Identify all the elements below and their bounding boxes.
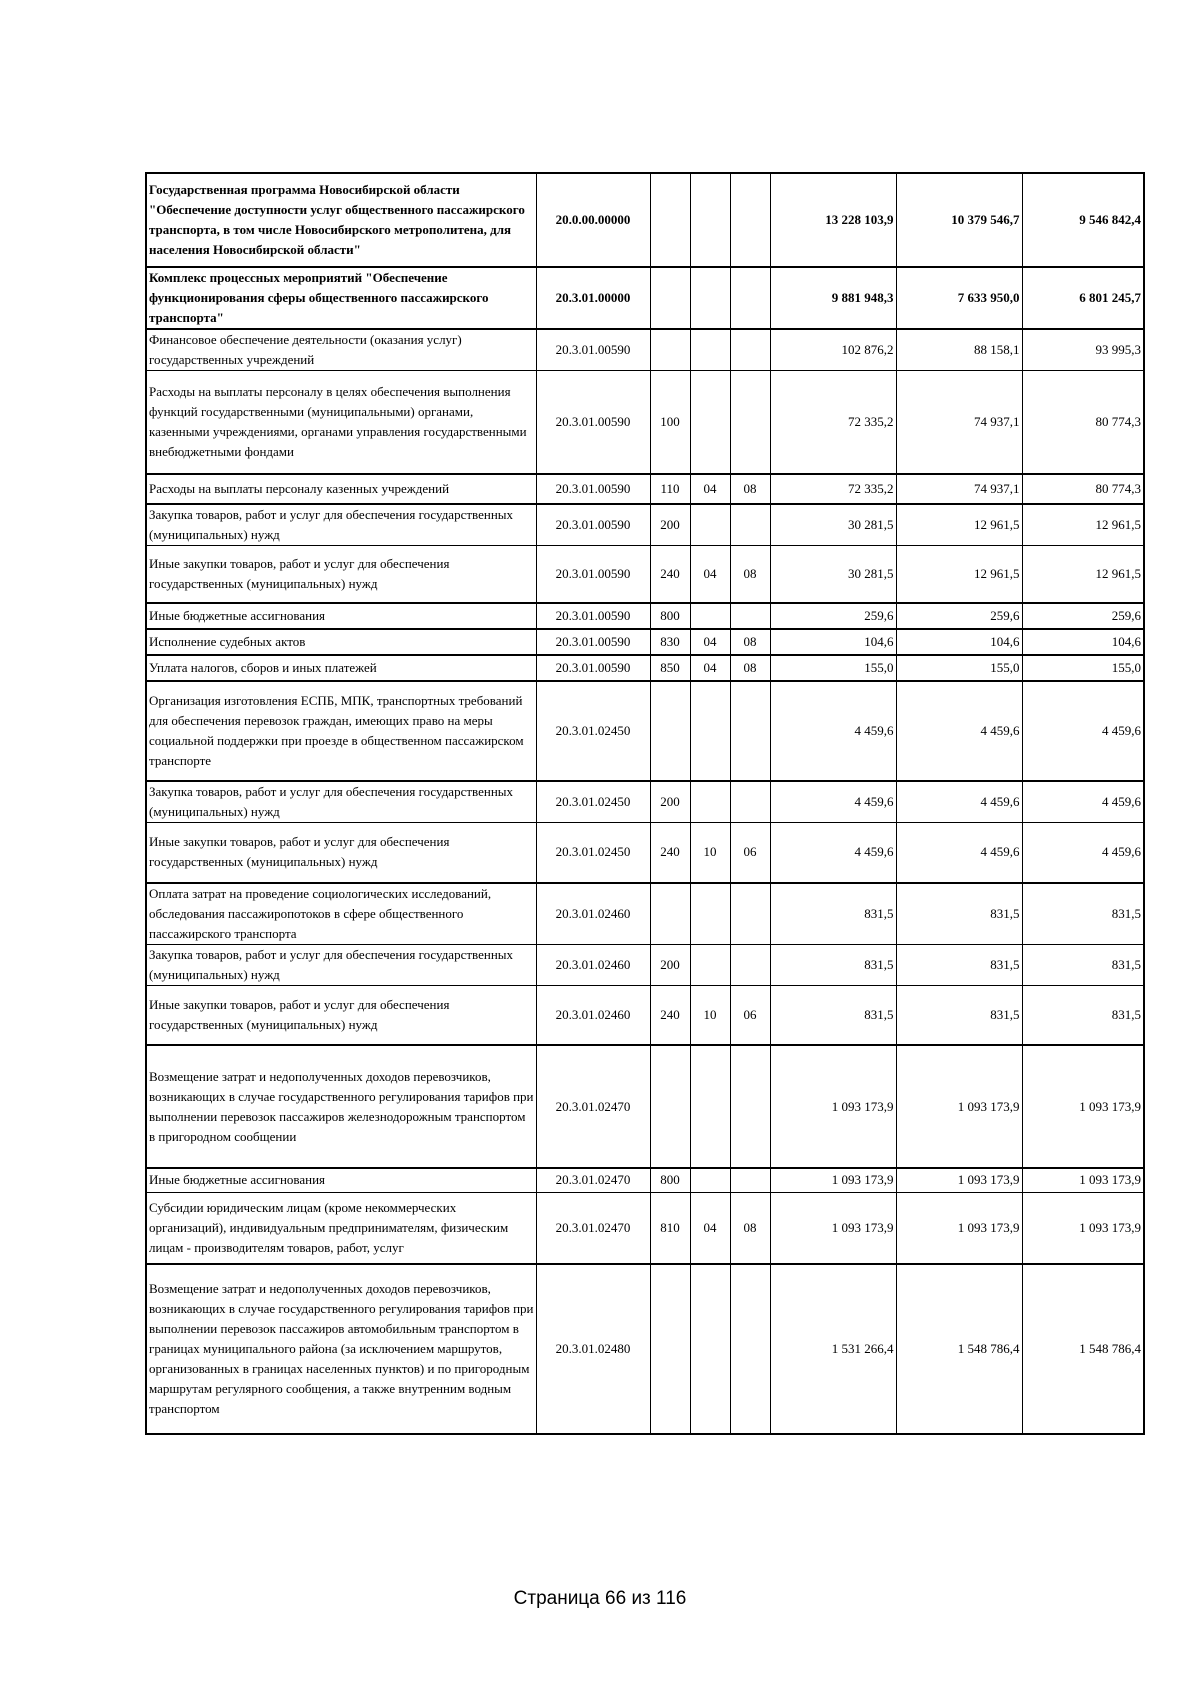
row-vr-cell: 800 <box>650 1168 690 1192</box>
row-year1-value: 4 459,6 <box>770 681 896 781</box>
row-year1-value: 1 093 173,9 <box>770 1192 896 1264</box>
row-vr-cell: 240 <box>650 823 690 883</box>
row-name-cell: Субсидии юридическим лицам (кроме некоммерческих организаций), индивидуальным предпринимателям, физическим лицам - производителям товаров, работ, услуг <box>146 1192 536 1264</box>
row-name-cell: Финансовое обеспечение деятельности (оказания услуг) государственных учреждений <box>146 329 536 371</box>
row-code-cell: 20.3.01.02480 <box>536 1264 650 1434</box>
row-year1-value: 1 093 173,9 <box>770 1045 896 1168</box>
row-rz-cell <box>690 173 730 267</box>
row-year1-value: 831,5 <box>770 985 896 1045</box>
row-year1-value: 104,6 <box>770 629 896 655</box>
row-code-cell: 20.3.01.00590 <box>536 474 650 504</box>
row-year1-value: 72 335,2 <box>770 371 896 474</box>
table-row <box>146 267 1144 329</box>
table-row <box>146 371 1144 474</box>
row-year1-value: 30 281,5 <box>770 504 896 546</box>
row-vr-cell <box>650 173 690 267</box>
row-year2-value: 7 633 950,0 <box>896 267 1022 329</box>
row-year2-value: 259,6 <box>896 603 1022 629</box>
row-pr-cell: 08 <box>730 629 770 655</box>
row-year3-value: 9 546 842,4 <box>1022 173 1144 267</box>
row-year2-value: 1 093 173,9 <box>896 1192 1022 1264</box>
row-name-cell: Оплата затрат на проведение социологических исследований, обследования пассажиропотоков в сфере общественного пассажирского транспорта <box>146 883 536 945</box>
row-year1-value: 1 531 266,4 <box>770 1264 896 1434</box>
row-name-cell: Закупка товаров, работ и услуг для обеспечения государственных (муниципальных) нужд <box>146 781 536 823</box>
row-code-cell: 20.3.01.02470 <box>536 1045 650 1168</box>
row-vr-cell: 810 <box>650 1192 690 1264</box>
row-vr-cell: 100 <box>650 371 690 474</box>
row-name-cell: Иные бюджетные ассигнования <box>146 603 536 629</box>
row-pr-cell <box>730 173 770 267</box>
row-name-cell: Государственная программа Новосибирской области "Обеспечение доступности услуг общественного пассажирского транспорта, в том числе Новосибирского метрополитена, для населения Новосибирской области" <box>146 173 536 267</box>
row-year3-value: 831,5 <box>1022 944 1144 985</box>
row-year3-value: 831,5 <box>1022 883 1144 945</box>
row-code-cell: 20.3.01.02450 <box>536 823 650 883</box>
row-year2-value: 104,6 <box>896 629 1022 655</box>
row-name-cell: Иные бюджетные ассигнования <box>146 1168 536 1192</box>
row-year1-value: 155,0 <box>770 655 896 681</box>
row-code-cell: 20.3.01.02470 <box>536 1192 650 1264</box>
row-year3-value: 80 774,3 <box>1022 371 1144 474</box>
table-row <box>146 173 1144 267</box>
row-rz-cell <box>690 681 730 781</box>
row-rz-cell: 10 <box>690 985 730 1045</box>
row-vr-cell <box>650 883 690 945</box>
table-row <box>146 781 1144 823</box>
row-rz-cell <box>690 504 730 546</box>
row-name-cell: Организация изготовления ЕСПБ, МПК, транспортных требований для обеспечения перевозок граждан, имеющих право на меры социальной поддержки при проезде в общественном пассажирском транспорте <box>146 681 536 781</box>
row-year3-value: 4 459,6 <box>1022 823 1144 883</box>
row-rz-cell <box>690 944 730 985</box>
row-vr-cell: 200 <box>650 944 690 985</box>
row-year3-value: 12 961,5 <box>1022 504 1144 546</box>
table-row <box>146 655 1144 681</box>
row-name-cell: Иные закупки товаров, работ и услуг для обеспечения государственных (муниципальных) нужд <box>146 545 536 603</box>
row-pr-cell: 08 <box>730 545 770 603</box>
row-rz-cell <box>690 781 730 823</box>
row-year2-value: 1 548 786,4 <box>896 1264 1022 1434</box>
row-name-cell: Исполнение судебных актов <box>146 629 536 655</box>
row-year2-value: 155,0 <box>896 655 1022 681</box>
table-row <box>146 474 1144 504</box>
row-vr-cell: 830 <box>650 629 690 655</box>
row-year1-value: 1 093 173,9 <box>770 1168 896 1192</box>
page-number: Страница 66 из 116 <box>513 1588 687 1609</box>
row-name-cell: Закупка товаров, работ и услуг для обеспечения государственных (муниципальных) нужд <box>146 944 536 985</box>
row-name-cell: Расходы на выплаты персоналу в целях обеспечения выполнения функций государственными (муниципальными) органами, казенными учреждениями, органами управления государственными внебюджетными фондами <box>146 371 536 474</box>
row-year1-value: 4 459,6 <box>770 823 896 883</box>
table-row <box>146 1264 1144 1434</box>
row-code-cell: 20.0.00.00000 <box>536 173 650 267</box>
row-year2-value: 88 158,1 <box>896 329 1022 371</box>
row-rz-cell <box>690 1168 730 1192</box>
row-name-cell: Закупка товаров, работ и услуг для обеспечения государственных (муниципальных) нужд <box>146 504 536 546</box>
row-year1-value: 831,5 <box>770 883 896 945</box>
row-year1-value: 831,5 <box>770 944 896 985</box>
row-code-cell: 20.3.01.02460 <box>536 883 650 945</box>
table-row <box>146 545 1144 603</box>
row-pr-cell <box>730 883 770 945</box>
table-row <box>146 823 1144 883</box>
row-year3-value: 155,0 <box>1022 655 1144 681</box>
row-vr-cell: 850 <box>650 655 690 681</box>
row-pr-cell: 06 <box>730 823 770 883</box>
row-year3-value: 4 459,6 <box>1022 781 1144 823</box>
row-vr-cell <box>650 329 690 371</box>
row-vr-cell <box>650 1264 690 1434</box>
row-vr-cell: 240 <box>650 985 690 1045</box>
table-row <box>146 1045 1144 1168</box>
table-row <box>146 603 1144 629</box>
row-pr-cell <box>730 329 770 371</box>
row-year3-value: 6 801 245,7 <box>1022 267 1144 329</box>
row-code-cell: 20.3.01.02460 <box>536 944 650 985</box>
row-year2-value: 831,5 <box>896 883 1022 945</box>
row-code-cell: 20.3.01.02450 <box>536 781 650 823</box>
table-row <box>146 1192 1144 1264</box>
row-rz-cell: 04 <box>690 545 730 603</box>
row-code-cell: 20.3.01.00590 <box>536 371 650 474</box>
row-code-cell: 20.3.01.00590 <box>536 603 650 629</box>
row-code-cell: 20.3.01.00590 <box>536 655 650 681</box>
budget-table <box>145 172 1145 1435</box>
row-vr-cell: 200 <box>650 504 690 546</box>
row-rz-cell: 04 <box>690 655 730 681</box>
row-rz-cell <box>690 329 730 371</box>
row-pr-cell <box>730 1264 770 1434</box>
table-row <box>146 329 1144 371</box>
row-year1-value: 72 335,2 <box>770 474 896 504</box>
row-year3-value: 1 093 173,9 <box>1022 1192 1144 1264</box>
row-year1-value: 102 876,2 <box>770 329 896 371</box>
row-year2-value: 831,5 <box>896 985 1022 1045</box>
row-pr-cell <box>730 603 770 629</box>
row-year3-value: 93 995,3 <box>1022 329 1144 371</box>
row-year2-value: 4 459,6 <box>896 781 1022 823</box>
row-year2-value: 12 961,5 <box>896 545 1022 603</box>
row-pr-cell <box>730 1045 770 1168</box>
row-rz-cell <box>690 883 730 945</box>
row-year2-value: 12 961,5 <box>896 504 1022 546</box>
row-rz-cell <box>690 1264 730 1434</box>
row-vr-cell: 800 <box>650 603 690 629</box>
row-name-cell: Возмещение затрат и недополученных доходов перевозчиков, возникающих в случае государственного регулирования тарифов при выполнении перевозок пассажиров автомобильным транспортом в границах муниципального района (за исключением маршрутов, организованных в границах населенных пунктов) и по пригородным маршрутам регулярного сообщения, а также внутренним водным транспортом <box>146 1264 536 1434</box>
row-pr-cell <box>730 681 770 781</box>
row-year1-value: 4 459,6 <box>770 781 896 823</box>
row-code-cell: 20.3.01.02450 <box>536 681 650 781</box>
row-year3-value: 1 548 786,4 <box>1022 1264 1144 1434</box>
row-name-cell: Иные закупки товаров, работ и услуг для обеспечения государственных (муниципальных) нужд <box>146 985 536 1045</box>
row-year3-value: 1 093 173,9 <box>1022 1168 1144 1192</box>
row-pr-cell <box>730 371 770 474</box>
row-year2-value: 74 937,1 <box>896 371 1022 474</box>
row-year2-value: 4 459,6 <box>896 681 1022 781</box>
row-year3-value: 80 774,3 <box>1022 474 1144 504</box>
table-row <box>146 629 1144 655</box>
row-rz-cell: 04 <box>690 1192 730 1264</box>
row-year1-value: 9 881 948,3 <box>770 267 896 329</box>
row-code-cell: 20.3.01.00590 <box>536 545 650 603</box>
row-rz-cell <box>690 603 730 629</box>
row-vr-cell <box>650 267 690 329</box>
row-year1-value: 30 281,5 <box>770 545 896 603</box>
row-year3-value: 831,5 <box>1022 985 1144 1045</box>
table-row <box>146 883 1144 945</box>
row-year2-value: 1 093 173,9 <box>896 1168 1022 1192</box>
row-name-cell: Уплата налогов, сборов и иных платежей <box>146 655 536 681</box>
row-pr-cell <box>730 781 770 823</box>
row-pr-cell <box>730 944 770 985</box>
table-body <box>146 173 1144 1434</box>
row-vr-cell: 240 <box>650 545 690 603</box>
row-pr-cell: 08 <box>730 474 770 504</box>
table-row <box>146 985 1144 1045</box>
row-vr-cell: 200 <box>650 781 690 823</box>
row-year3-value: 259,6 <box>1022 603 1144 629</box>
row-year3-value: 12 961,5 <box>1022 545 1144 603</box>
row-year3-value: 1 093 173,9 <box>1022 1045 1144 1168</box>
table-row <box>146 944 1144 985</box>
row-year3-value: 104,6 <box>1022 629 1144 655</box>
row-rz-cell: 10 <box>690 823 730 883</box>
row-vr-cell <box>650 681 690 781</box>
row-year3-value: 4 459,6 <box>1022 681 1144 781</box>
row-year2-value: 10 379 546,7 <box>896 173 1022 267</box>
row-rz-cell: 04 <box>690 474 730 504</box>
table-row <box>146 504 1144 546</box>
row-name-cell: Иные закупки товаров, работ и услуг для обеспечения государственных (муниципальных) нужд <box>146 823 536 883</box>
table-row <box>146 1168 1144 1192</box>
row-name-cell: Возмещение затрат и недополученных доходов перевозчиков, возникающих в случае государственного регулирования тарифов при выполнении перевозок пассажиров железнодорожным транспортом в пригородном сообщении <box>146 1045 536 1168</box>
row-pr-cell: 08 <box>730 1192 770 1264</box>
row-code-cell: 20.3.01.02460 <box>536 985 650 1045</box>
row-rz-cell <box>690 1045 730 1168</box>
row-code-cell: 20.3.01.00000 <box>536 267 650 329</box>
row-pr-cell <box>730 504 770 546</box>
row-year2-value: 4 459,6 <box>896 823 1022 883</box>
row-pr-cell <box>730 1168 770 1192</box>
row-rz-cell <box>690 371 730 474</box>
row-year2-value: 1 093 173,9 <box>896 1045 1022 1168</box>
row-code-cell: 20.3.01.00590 <box>536 629 650 655</box>
row-rz-cell: 04 <box>690 629 730 655</box>
row-year1-value: 13 228 103,9 <box>770 173 896 267</box>
row-code-cell: 20.3.01.00590 <box>536 504 650 546</box>
row-code-cell: 20.3.01.02470 <box>536 1168 650 1192</box>
row-rz-cell <box>690 267 730 329</box>
row-vr-cell <box>650 1045 690 1168</box>
row-code-cell: 20.3.01.00590 <box>536 329 650 371</box>
table-row <box>146 681 1144 781</box>
row-year2-value: 831,5 <box>896 944 1022 985</box>
row-pr-cell: 06 <box>730 985 770 1045</box>
row-year1-value: 259,6 <box>770 603 896 629</box>
row-pr-cell <box>730 267 770 329</box>
row-vr-cell: 110 <box>650 474 690 504</box>
row-name-cell: Комплекс процессных мероприятий "Обеспечение функционирования сферы общественного пассажирского транспорта" <box>146 267 536 329</box>
row-name-cell: Расходы на выплаты персоналу казенных учреждений <box>146 474 536 504</box>
row-pr-cell: 08 <box>730 655 770 681</box>
row-year2-value: 74 937,1 <box>896 474 1022 504</box>
